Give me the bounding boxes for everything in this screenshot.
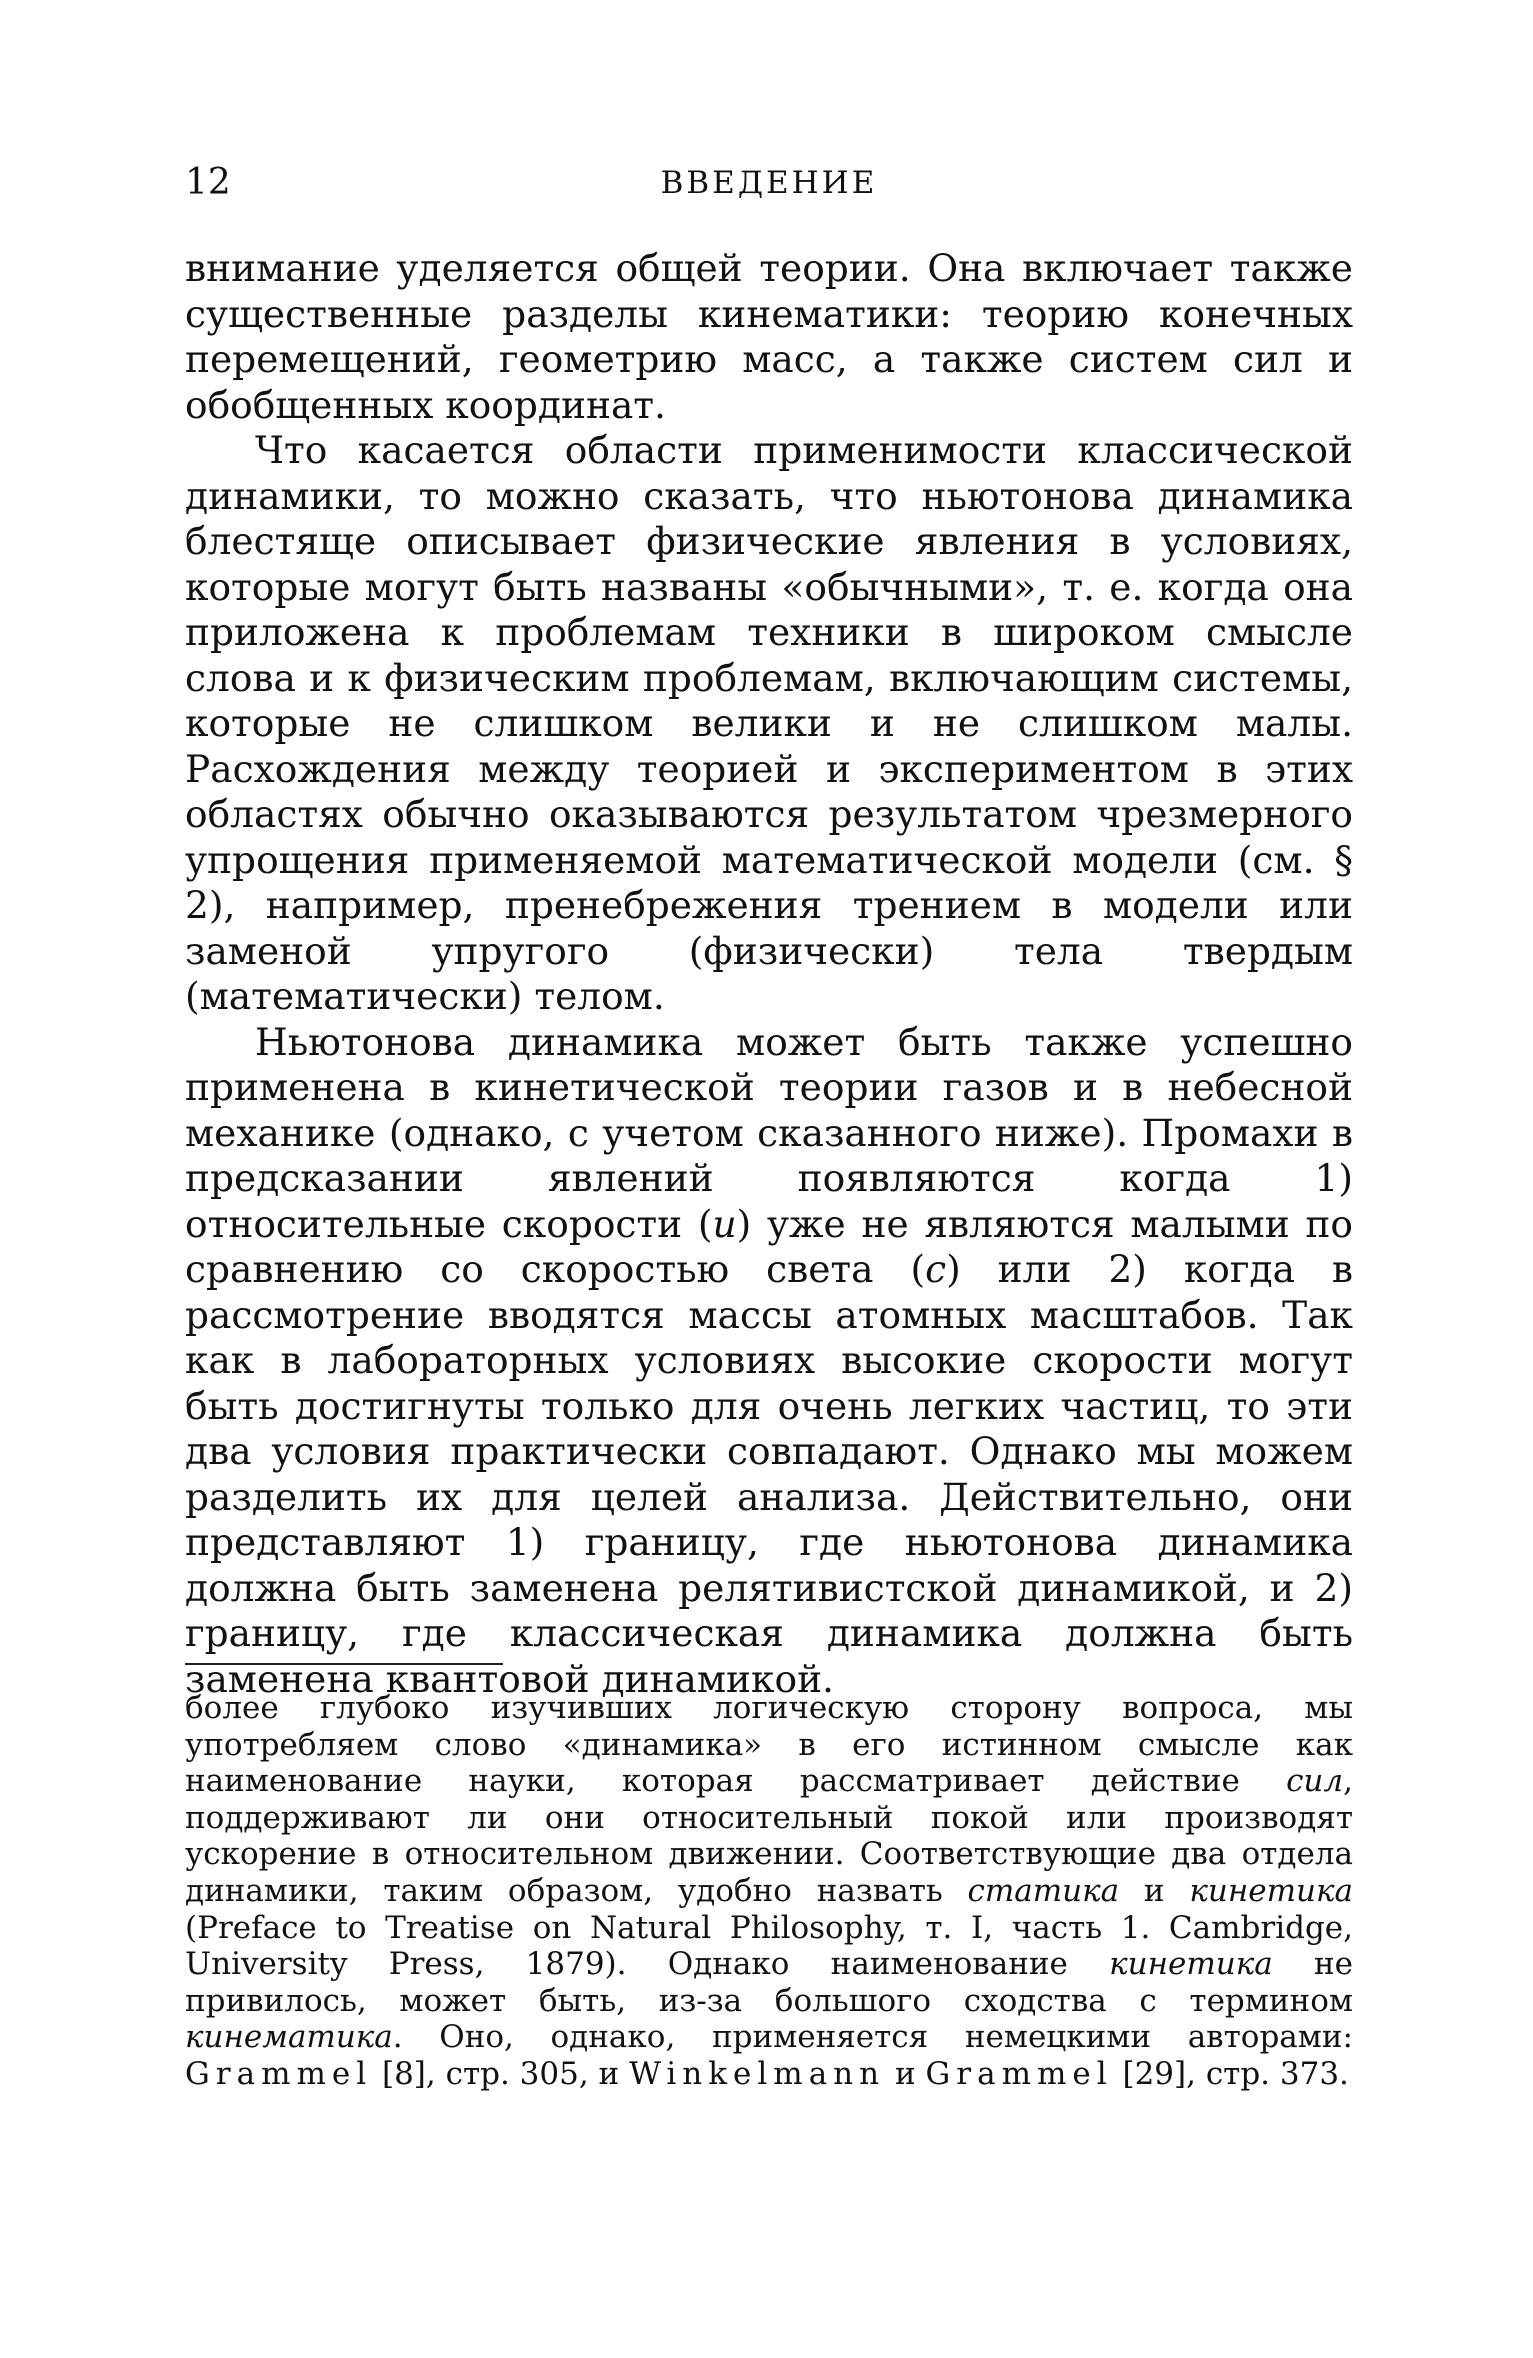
footnote-part: , поддерживают ли они относительный покой или производят ускорение в относительном движении. Соответствующие два отдела динамики, таким образом, удобно назвать [185, 1763, 1353, 1909]
section-title: ВВЕДЕНИЕ [660, 165, 878, 201]
paragraph-3-part-a: Ньютонова динамика может быть также успешно применена в кинетической теории газов и в небесной механике (однако, с учетом сказанного ниже). Промахи в предсказании явлений появляются когда 1) относительные скорости ( [185, 1019, 1353, 1246]
paragraph-3 [185, 1020, 1353, 1703]
footnote-part: и [1119, 1872, 1190, 1909]
footnote-part: не привилось, может быть, из-за большого сходства с термином [185, 1946, 1353, 2019]
footnote-part: и [885, 2055, 926, 2092]
page-number: 12 [185, 162, 231, 203]
footnote-divider [185, 1663, 503, 1665]
paragraph-1: внимание уделяется общей теории. Она включает также существенные разделы кинематики: теорию конечных перемещений, геометрию масс, а также систем сил и обобщенных координат. [185, 246, 1353, 427]
footnote-italic-term: кинетика [1189, 1872, 1353, 1909]
footnote-italic-term: сил [1286, 1763, 1344, 1800]
running-head [185, 158, 1353, 208]
footnote-italic-term: кинематика [185, 2019, 393, 2056]
footnote [185, 1690, 1353, 2093]
footnote-italic-term: статика [967, 1872, 1120, 1909]
footnote-text [185, 1690, 1353, 2093]
light-speed-symbol: c [925, 1247, 947, 1291]
footnote-part: [29], стр. 373. [1112, 2055, 1349, 2092]
footnote-part: более глубоко изучивших логическую сторону вопроса, мы употребляем слово «динамика» в его истинном смысле как наименование науки, которая рассматривает действие [185, 1690, 1353, 1800]
footnote-part: . Оно, однако, применяется немецкими авторами: [392, 2019, 1353, 2056]
footnote-part: [8], стр. 305, и [372, 2055, 630, 2092]
footnote-italic-term: кинетика [1109, 1946, 1273, 1983]
footnote-part: (Preface to Treatise on Natural Philosophy, т. I, часть 1. Cambridge, University Press, 1879). Однако наименование [185, 1909, 1353, 1983]
main-text [185, 246, 1353, 1702]
paragraph-3-part-d: ) или 2) когда в рассмотрение вводятся массы атомных масштабов. Так как в лабораторных условиях высокие скорости могут быть достигнуты только для очень легких частиц, то эти два условия практически совпадают. Однако мы можем разделить их для целей анализа. Действительно, они представляют 1) границу, где ньютонова динамика должна быть заменена релятивистской динамикой, и 2) границу, где классическая динамика должна быть заменена квантовой динамикой. [185, 1247, 1353, 1701]
footnote-author-name: Grammel [925, 2055, 1113, 2092]
footnote-author-name: Winkelmann [629, 2055, 886, 2092]
paragraph-3-part-b: ) уже не являются малыми по сравнению со скоростью света ( [185, 1201, 1353, 1291]
velocity-symbol: u [712, 1201, 737, 1246]
paragraph-2: Что касается области применимости классической динамики, то можно сказать, что ньютонова динамика блестяще описывает физические явления в условиях, которые могут быть названы «обычными», т. е. когда она приложена к проблемам техники в широком смысле слова и к физическим проблемам, включающим системы, которые не слишком велики и не слишком малы. Расхождения между теорией и экспериментом в этих областях обычно оказываются результатом чрезмерного упрощения применяемой математической модели (см. § 2), например, пренебрежения трением в модели или заменой упругого (физически) тела твердым (математически) телом. [185, 428, 1353, 1018]
footnote-author-name: Grammel [185, 2055, 373, 2092]
